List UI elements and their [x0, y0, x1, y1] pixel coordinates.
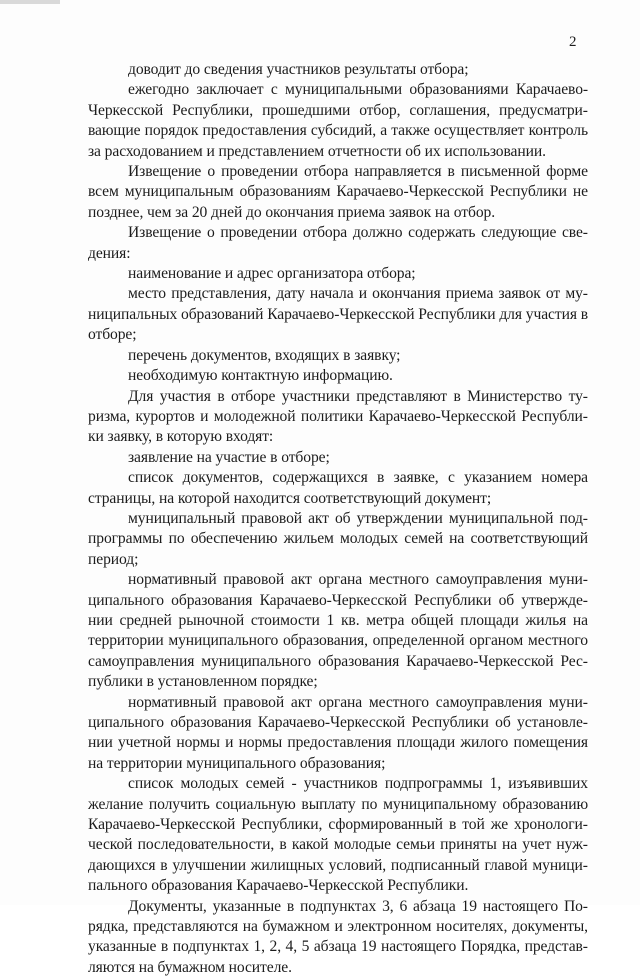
paragraph-accounting-norm-act: нормативный правовой акт органа местного самоуправления муниципального образования Карачаево-Черкесской Республики об установлении учетной нормы и нормы предоставления площади жилого помещения на территории муниципального образования; [88, 693, 588, 772]
paragraph-market-value-act: нормативный правовой акт органа местного самоуправления муниципального образования Карачаево-Черкесской Республики об утверждении средней рыночной стоимости 1 кв. метра общей площади жилья на территории муниципального образования, определенной органом местного самоуправления муниципального образования Карачаево-Черкесской Республики в установленном порядке; [88, 571, 588, 691]
paragraph-results-notice: доводит до сведения участников результаты отбора; [128, 61, 469, 78]
paragraph-document-carriers: Документы, указанные в подпунктах 3, 6 абзаца 19 настоящего Порядка, представляются на бумажном и электронном носителях, документы, указанные в подпунктах 1, 2, 4, 5 абзаца 19 настоящего Порядка, представляются на бумажном носителе. [88, 897, 588, 976]
scan-edge-artifact [0, 0, 60, 4]
paragraph-selection-notice-sent: Извещение о проведении отбора направляется в письменной форме всем муниципальным образованиям Карачаево-Черкесской Республики не позднее, чем за 20 дней до окончания приема заявок на отбор. [88, 163, 588, 221]
paragraph-organizer-name: наименование и адрес организатора отбора; [128, 265, 416, 283]
paragraph-submission-place: место представления, дату начала и окончания приема заявок от муниципальных образований Карачаево-Черкесской Республики для участия в отборе; [88, 285, 588, 344]
paragraph-documents-list: перечень документов, входящих в заявку; [128, 346, 401, 364]
paragraph-documents-inventory: список документов, содержащихся в заявке, с указанием номера страницы, на которой находится соответствующий документ; [88, 469, 588, 507]
paragraph-participation-application: Для участия в отборе участники представляют в Министерство туризма, курортов и молодежной политики Карачаево-Черкесской Республики заявку, в которую входят: [88, 387, 588, 446]
page-number: 2 [569, 34, 577, 50]
paragraph-application-statement: заявление на участие в отборе; [128, 448, 330, 466]
paragraph-contact-info: необходимую контактную информацию. [128, 367, 393, 385]
paragraph-annual-agreements: ежегодно заключает с муниципальными образованиями Карачаево-Черкесской Республики, прошедшими отбор, соглашения, предусматривающие порядок предоставления субсидий, а также осуществляет контроль за расходованием и представлением отчетности об их использовании. [88, 81, 588, 160]
paragraph-young-families-list: список молодых семей - участников подпрограммы 1, изъявивших желание получить социальную выплату по муниципальному образованию Карачаево-Черкесской Республики, сформированный в той же хронологической последовательности, в какой молодые семьи приняты на учет нуждающихся в улучшении жилищных условий, подписанный главой муниципального образования Карачаево-Черкесской Республики. [88, 775, 588, 895]
document-body [88, 60, 588, 978]
paragraph-municipal-act: муниципальный правовой акт об утверждении муниципальной подпрограммы по обеспечению жильем молодых семей на соответствующий период; [88, 509, 588, 568]
paragraph-notice-contents: Извещение о проведении отбора должно содержать следующие сведения: [88, 224, 588, 262]
